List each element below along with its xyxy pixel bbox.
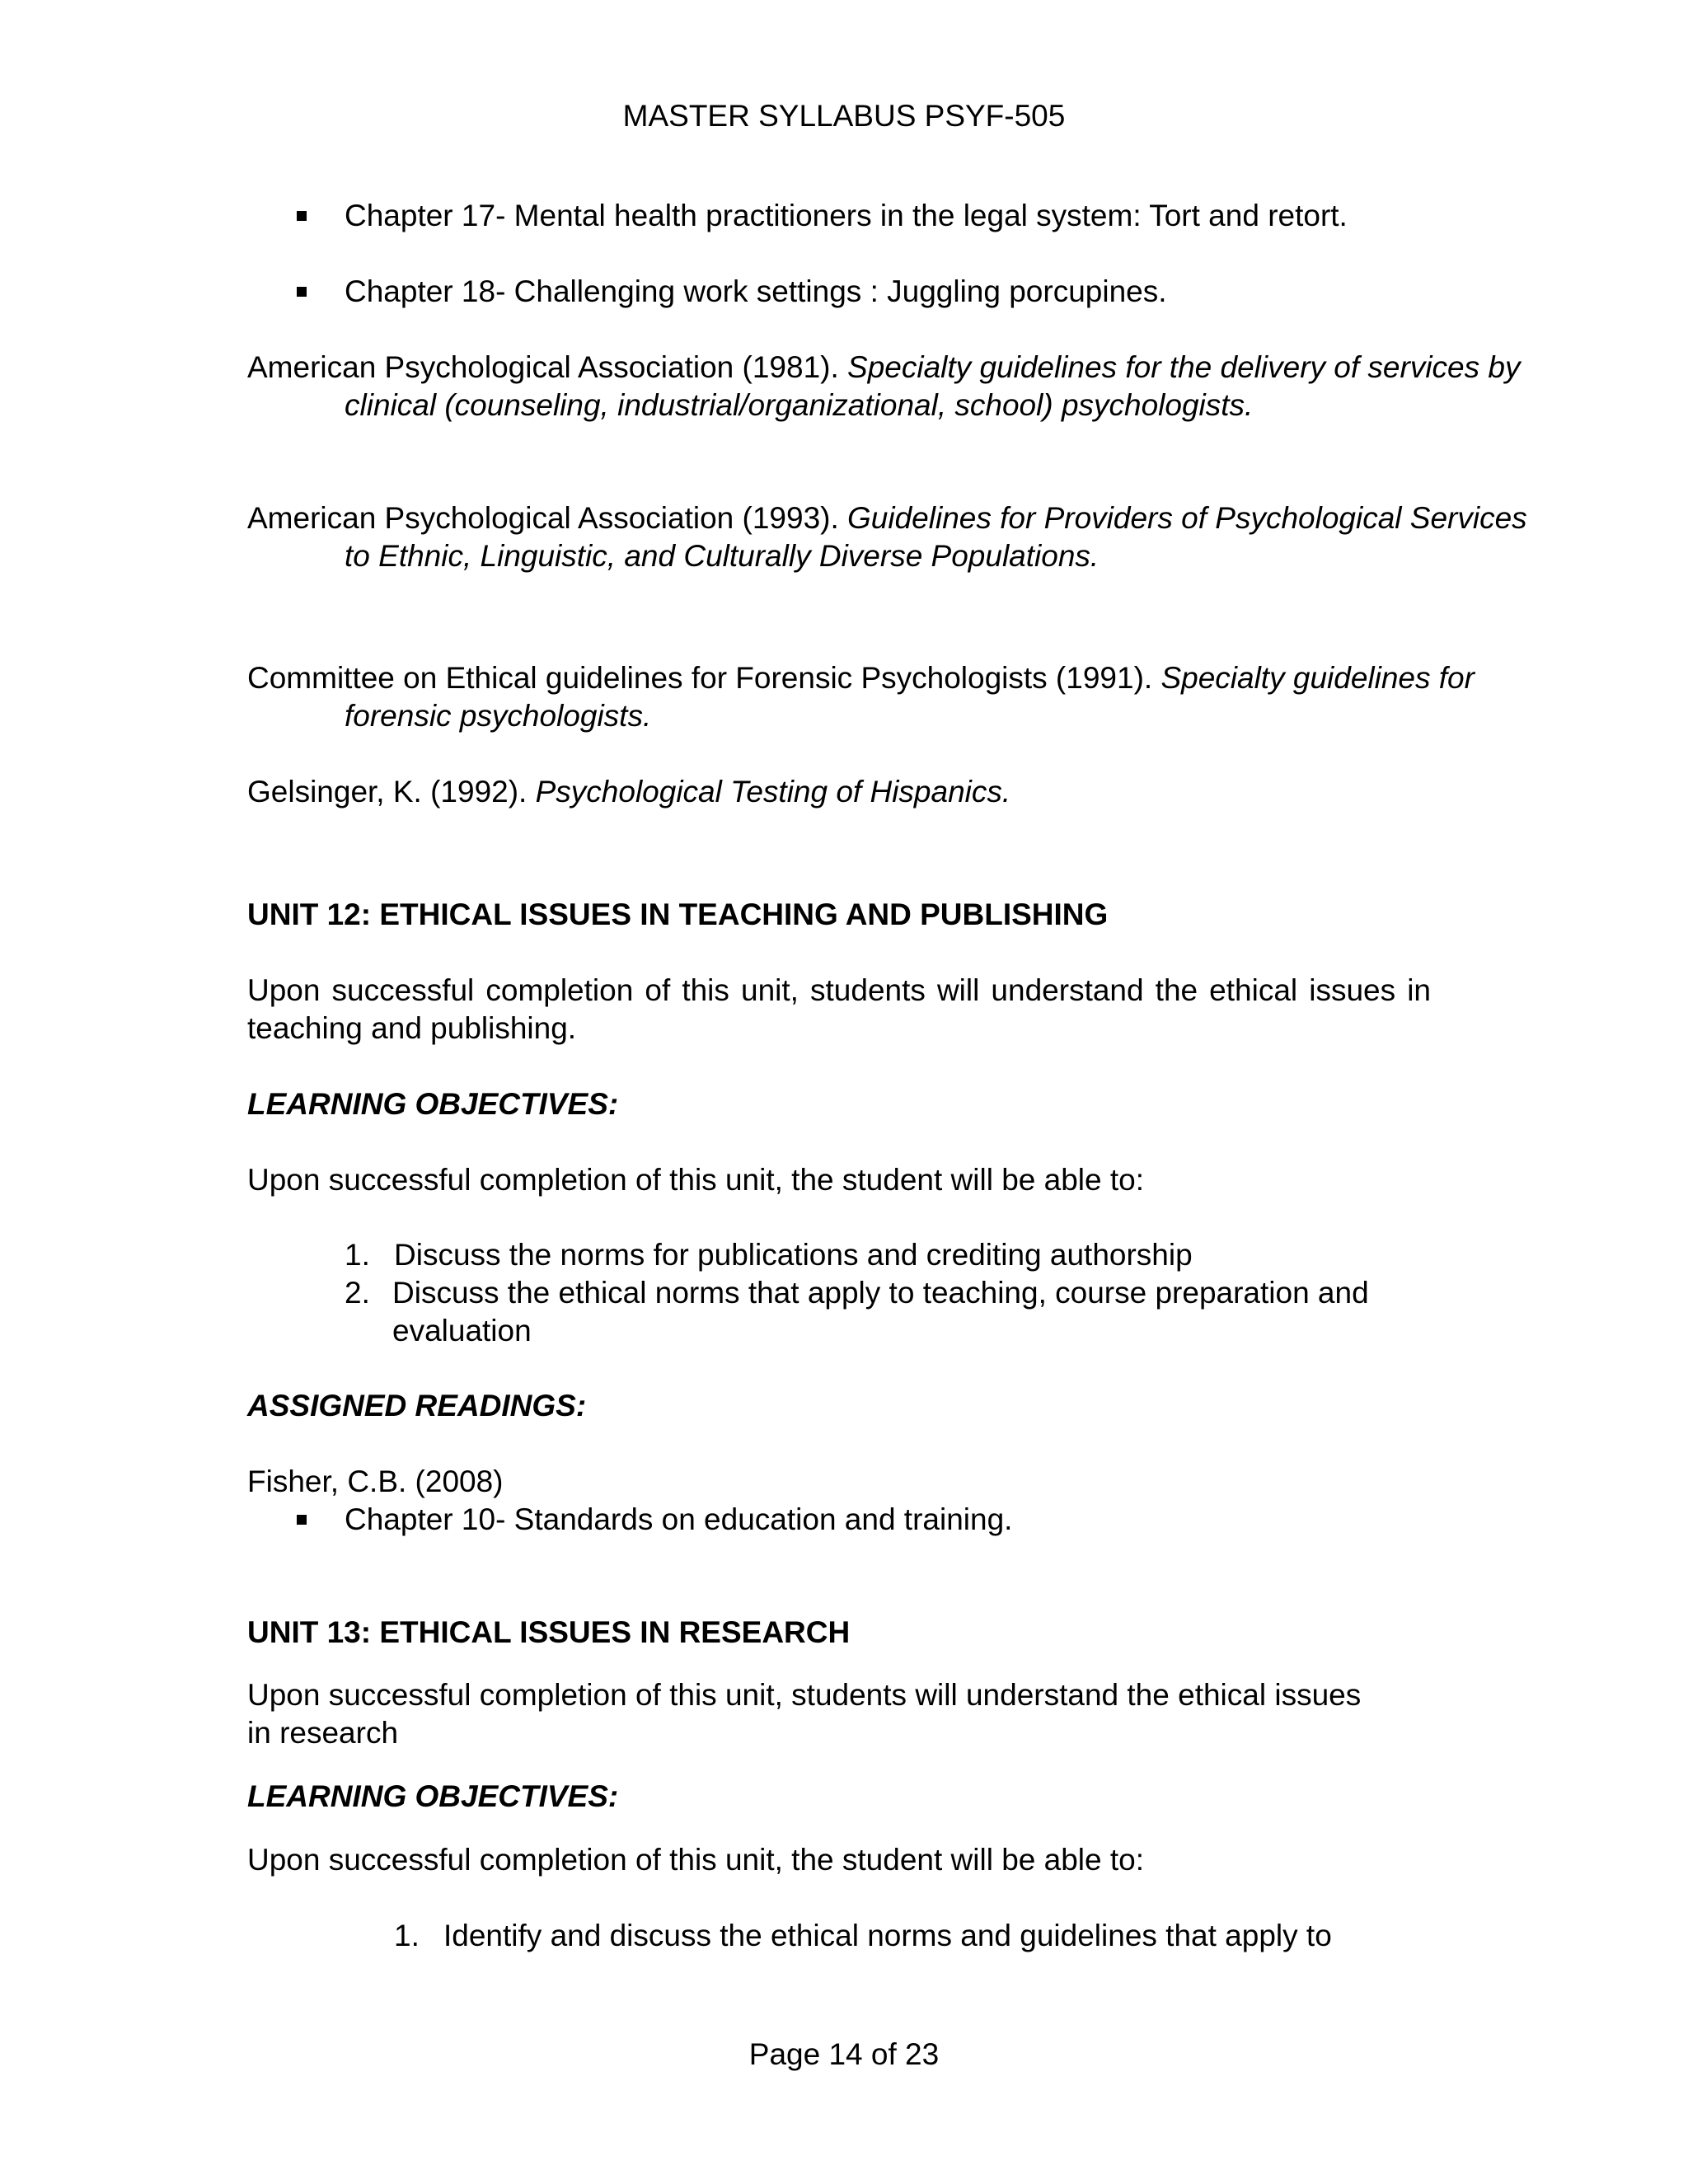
unit-12-readings-heading: ASSIGNED READINGS: [247, 1389, 587, 1422]
unit-12-objectives-intro: Upon successful completion of this unit, the student will be able to: [247, 1163, 1144, 1197]
list-item-text: Discuss the norms for publications and crediting authorship [394, 1238, 1193, 1272]
reference-title: Psychological Testing of Hispanics. [535, 775, 1011, 808]
reference-lead: Gelsinger, K. (1992). [247, 775, 536, 808]
reading-source: Fisher, C.B. (2008) [247, 1465, 504, 1498]
reference-title: Specialty guidelines for the delivery of services by clinical (counseling, industrial/organizational, school) psychologists. [345, 350, 1521, 422]
unit-12-heading: UNIT 12: ETHICAL ISSUES IN TEACHING AND PUBLISHING [247, 898, 1109, 931]
reference-lead: Committee on Ethical guidelines for Forensic Psychologists (1991). [247, 661, 1161, 695]
list-item-text: Chapter 17- Mental health practitioners in the legal system: Tort and retort. [345, 199, 1348, 232]
unit-12-intro: Upon successful completion of this unit, students will understand the ethical issues in teaching and publishing. [247, 973, 1431, 1045]
reference-entry [247, 773, 1540, 811]
unit-13-intro: Upon successful completion of this unit, students will understand the ethical issues in research [247, 1678, 1362, 1750]
list-item-number: 2. [345, 1276, 370, 1310]
page-number: Page 14 of 23 [748, 2037, 940, 2071]
reference-entry [247, 349, 1540, 424]
unit-13-heading: UNIT 13: ETHICAL ISSUES IN RESEARCH [247, 1615, 851, 1649]
list-item-text: Identify and discuss the ethical norms and guidelines that apply to [443, 1919, 1332, 1952]
list-item-number: 1. [345, 1238, 370, 1272]
list-item-text: Discuss the ethical norms that apply to teaching, course preparation and evaluation [392, 1276, 1369, 1347]
square-bullet-icon [297, 287, 307, 297]
reference-lead: American Psychological Association (1981). [247, 350, 848, 384]
reference-title: Guidelines for Providers of Psychological Services to Ethnic, Linguistic, and Culturally Diverse Populations. [345, 501, 1527, 573]
reference-entry [247, 499, 1540, 575]
list-item-text: Chapter 10- Standards on education and training. [345, 1502, 1013, 1536]
page-header: MASTER SYLLABUS PSYF-505 [622, 99, 1066, 133]
reference-lead: American Psychological Association (1993). [247, 501, 848, 535]
list-item-text: Chapter 18- Challenging work settings : Juggling porcupines. [345, 274, 1167, 308]
square-bullet-icon [297, 1515, 307, 1525]
unit-13-objectives-heading: LEARNING OBJECTIVES: [247, 1779, 619, 1813]
reference-title: Specialty guidelines for forensic psychologists. [345, 661, 1475, 733]
list-item-number: 1. [394, 1919, 420, 1952]
square-bullet-icon [297, 211, 307, 221]
reference-entry [247, 659, 1540, 735]
unit-13-objectives-intro: Upon successful completion of this unit, the student will be able to: [247, 1843, 1144, 1877]
unit-12-objectives-heading: LEARNING OBJECTIVES: [247, 1087, 619, 1121]
